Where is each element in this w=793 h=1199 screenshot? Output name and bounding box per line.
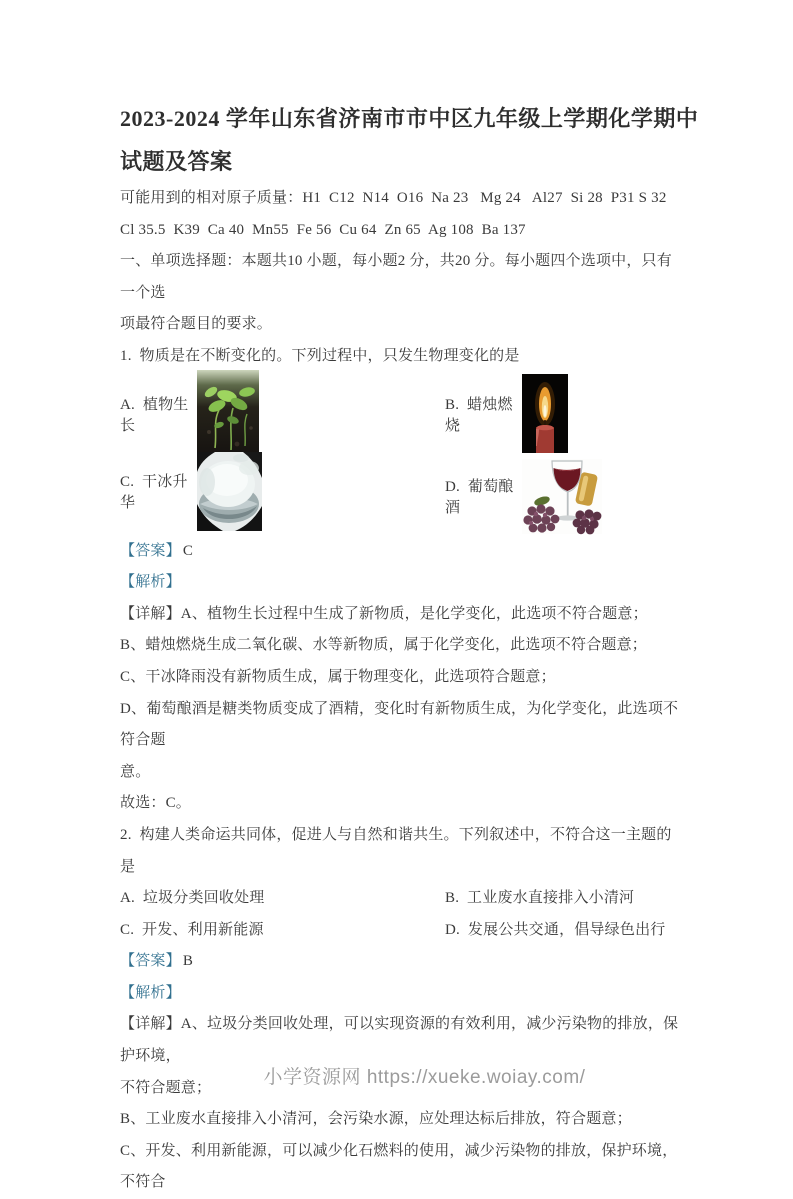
dry-ice-photo xyxy=(197,452,262,531)
question1-option-a xyxy=(120,370,445,458)
candle-burning-photo xyxy=(522,374,568,453)
question1-detail-line: 【详解】A、植物生长过程中生成了新物质，是化学变化，此选项不符合题意； xyxy=(120,605,648,622)
question2-stem: 2. 构建人类命运共同体，促进人与自然和谐共生。下列叙述中，不符合这一主题的是 xyxy=(120,826,672,875)
answer-tag: 【答案】 xyxy=(120,953,181,970)
question2-options-row-1 xyxy=(120,883,682,915)
question2-detail-line: 不符合题意； xyxy=(120,1079,212,1096)
answer-tag: 【答案】 xyxy=(120,542,181,559)
question1-option-d xyxy=(445,457,602,536)
question2-option-b: B. 工业废水直接排入小清河 xyxy=(445,890,635,907)
wine-grapes-photo xyxy=(522,459,602,534)
document-title xyxy=(120,97,699,183)
question2-detail-line: B、工业废水直接排入小清河，会污染水源，应处理达标后排放，符合题意； xyxy=(120,1111,632,1128)
question2-answer-value: B xyxy=(182,953,194,970)
section-heading-line-2: 项最符合题目的要求。 xyxy=(120,316,273,333)
option-a-label: A. 植物生长 xyxy=(120,396,189,434)
question2-answer-line xyxy=(120,946,682,978)
question1-analysis-line xyxy=(120,567,682,599)
question2-option-d: D. 发展公共交通，倡导绿色出行 xyxy=(445,921,666,938)
footer-site-name: 小学资源网 xyxy=(263,1067,362,1088)
question1-stem: 1. 物质是在不断变化的。下列过程中，只发生物理变化的是 xyxy=(120,347,520,364)
watermark-footer xyxy=(0,1062,793,1089)
plant-growth-photo xyxy=(197,370,259,458)
question1-detail-line: B、蜡烛燃烧生成二氧化碳、水等新物质，属于化学变化，此选项不符合题意； xyxy=(120,637,648,654)
question2-option-c: C. 开发、利用新能源 xyxy=(120,921,264,938)
question2-detail-line: 【详解】A、垃圾分类回收处理，可以实现资源的有效利用，减少污染物的排放，保护环境， xyxy=(120,1016,679,1065)
analysis-tag: 【解析】 xyxy=(120,984,181,1001)
question2-option-a: A. 垃圾分类回收处理 xyxy=(120,890,265,907)
atomic-masses-line-2: Cl 35.5 K39 Ca 40 Mn55 Fe 56 Cu 64 Zn 65 Ag 108 Ba 137 xyxy=(120,221,526,238)
question2-detail-line: C、开发、利用新能源，可以减少化石燃料的使用，减少污染物的排放，保护环境，不符合 xyxy=(120,1142,678,1191)
question1-detail-line: 意。 xyxy=(120,763,151,780)
atomic-masses-line-1: 可能用到的相对原子质量：H1 C12 N14 O16 Na 23 Mg 24 Al27 Si 28 P31 S 32 xyxy=(120,190,667,206)
question1-option-b xyxy=(445,370,568,458)
question1-options-row-2 xyxy=(120,452,682,536)
question1-conclusion-line: 故选：C。 xyxy=(120,795,192,812)
title-line-2: 试题及答案 xyxy=(120,149,233,174)
question2-options-row-2 xyxy=(120,915,682,947)
section-heading-line-1: 一、单项选择题：本题共10 小题，每小题2 分，共20 分。每小题四个选项中，只有一个选 xyxy=(120,253,672,301)
question2-analysis-line xyxy=(120,978,682,1010)
question1-options-row-1 xyxy=(120,370,682,458)
question1-detail-line: D、葡萄酿酒是糖类物质变成了酒精，变化时有新物质生成，为化学变化，此选项不符合题 xyxy=(120,700,679,749)
question1-answer-value: C xyxy=(182,542,194,559)
document-content xyxy=(120,0,699,1199)
question1-options xyxy=(120,370,682,536)
option-b-label: B. 蜡烛燃烧 xyxy=(445,396,513,434)
option-d-label: D. 葡萄酿酒 xyxy=(445,479,514,517)
title-line-1: 2023-2024 学年山东省济南市市中区九年级上学期化学期中 xyxy=(120,106,699,131)
analysis-tag: 【解析】 xyxy=(120,574,181,591)
question1-detail-line: C、干冰降雨没有新物质生成，属于物理变化，此选项符合题意； xyxy=(120,668,556,685)
question1-answer-line xyxy=(120,536,682,568)
question1-option-c xyxy=(120,452,445,531)
option-c-label: C. 干冰升华 xyxy=(120,474,188,512)
footer-site-url: https://xueke.woiay.com/ xyxy=(366,1067,586,1088)
